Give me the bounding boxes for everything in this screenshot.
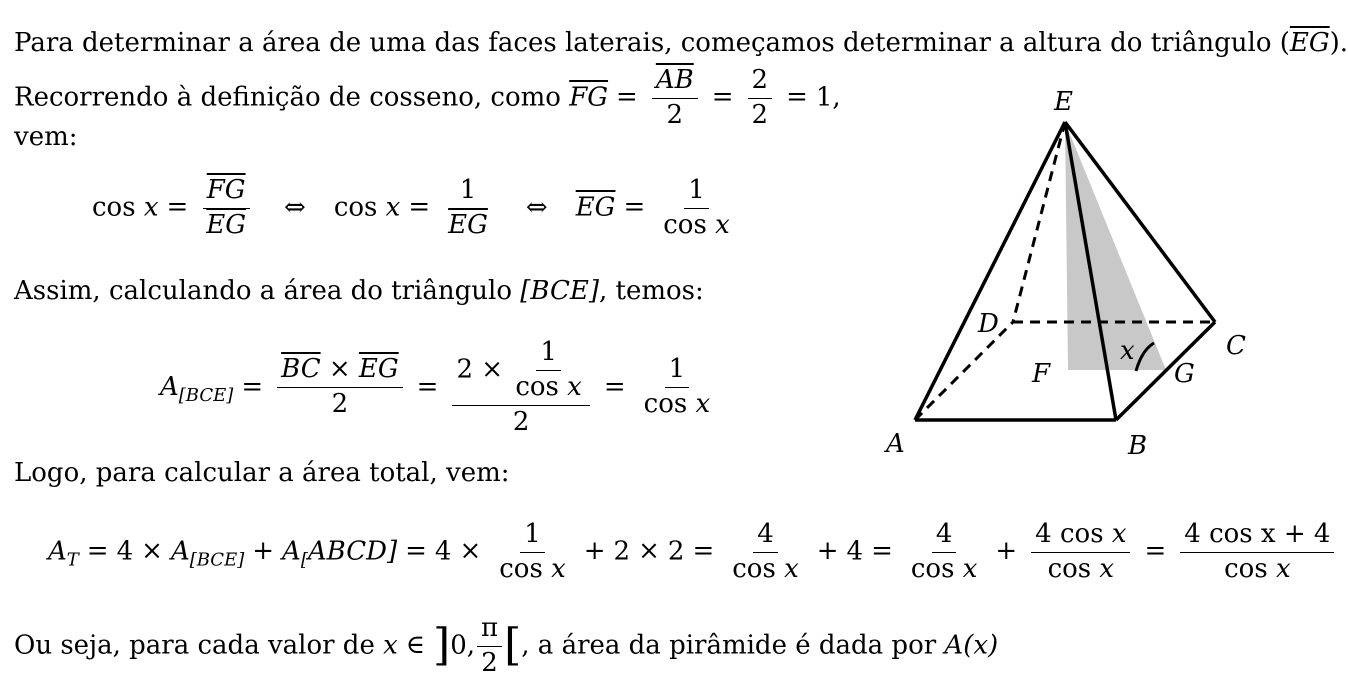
var-x: x — [1275, 553, 1291, 584]
text-line-5 — [14, 614, 998, 679]
comma: , — [832, 82, 841, 113]
denominator-eg: EG — [448, 209, 488, 240]
pyramid-figure — [870, 80, 1270, 470]
cos-label: cos — [910, 553, 955, 584]
numerator-1: 1 — [665, 355, 690, 388]
equals-sign: = — [408, 192, 431, 223]
equals-sign: = — [166, 192, 189, 223]
equals-sign: = — [786, 82, 808, 113]
cosine-text: Recorrendo à definição de cosseno, como — [14, 82, 570, 113]
fraction-2-over-2 — [748, 66, 773, 131]
value-2: 2 — [667, 536, 685, 567]
numerator-pi: π — [477, 614, 502, 647]
fraction-4-over-cosx — [907, 520, 982, 585]
numerator-1: 1 — [520, 520, 545, 553]
numerator-2: 2 — [748, 66, 773, 99]
value-4: 4 — [846, 536, 864, 567]
equation-cosine — [92, 176, 740, 241]
times-sign: × — [141, 536, 163, 567]
denominator-2: 2 — [751, 99, 769, 130]
times-sign: × — [459, 536, 482, 567]
fraction-4-over-cosx — [728, 520, 803, 585]
cos-label: cos — [643, 389, 688, 420]
var-x: x — [1099, 553, 1115, 584]
numerator-1: 1 — [684, 176, 709, 209]
times-sign: × — [481, 354, 504, 385]
segment-fg: $\overline{FG}$ — [569, 82, 609, 113]
value-2: 2 — [456, 354, 474, 385]
fraction-bc-eg-over-2 — [277, 355, 403, 420]
domain-text: Ou seja, para cada valor de — [14, 630, 384, 661]
fraction-1-over-cosx — [659, 176, 734, 241]
var-x: x — [715, 209, 730, 240]
numerator-4cos: 4 cos — [1035, 519, 1104, 549]
cos-label: cos — [1047, 553, 1092, 584]
label-c: C — [1226, 331, 1246, 361]
fraction-1-over-eg — [444, 176, 492, 241]
numerator-ab: $\overline{AB}$ — [652, 66, 698, 99]
fraction-4cosx-over-cosx — [1031, 520, 1130, 585]
equals-sign: = — [871, 536, 893, 567]
equals-sign: = — [623, 192, 646, 223]
fraction-1-over-cosx — [640, 355, 715, 420]
text-end: , temos: — [599, 276, 704, 306]
triangle-bce: [BCE] — [520, 276, 599, 306]
label-d: D — [978, 309, 999, 339]
plus-sign: + — [995, 536, 1018, 567]
equals-sign: = — [711, 82, 734, 113]
cos-label: cos — [499, 553, 543, 584]
var-x: x — [1111, 519, 1127, 549]
pyramid-area-text: , a área da pirâmide é dada por — [521, 630, 945, 661]
times-sign: × — [638, 536, 660, 567]
segment-bc: $\overline{BC}$ — [281, 354, 321, 385]
numerator-4: 4 — [753, 520, 778, 553]
cos-label: cos — [732, 553, 776, 584]
text-line-2 — [14, 66, 841, 131]
equals-sign: = — [603, 371, 626, 402]
denominator-eg: EG — [206, 209, 247, 240]
edge-ed-hidden — [1013, 122, 1065, 322]
value-one: 1 — [815, 82, 833, 113]
var-x: x — [143, 192, 159, 223]
area-text: Assim, calculando a área do triângulo — [14, 276, 521, 306]
value-4: 4 — [116, 536, 134, 567]
denominator-2: 2 — [331, 389, 349, 420]
label-g: G — [1174, 359, 1195, 389]
interval-zero: 0, — [450, 630, 476, 661]
label-b: B — [1128, 431, 1148, 461]
numerator-1: 1 — [456, 176, 481, 209]
var-x: x — [962, 553, 978, 584]
area-symbol: A — [170, 536, 190, 567]
function-a-of-x: A(x) — [944, 630, 999, 661]
subscript-bracket: [ — [300, 549, 308, 571]
denominator-2: 2 — [512, 406, 530, 437]
cos-label: cos — [1224, 553, 1268, 584]
cos-label: cos — [333, 192, 378, 223]
fraction-ab-over-2 — [652, 66, 698, 131]
segment-eg: $\overline{EG}$ — [1289, 28, 1330, 58]
denominator-2: 2 — [666, 99, 684, 130]
label-e: E — [1054, 87, 1073, 117]
equals-sign: = — [86, 536, 109, 567]
shaded-triangle-efg — [1065, 122, 1166, 370]
cos-label: cos — [663, 209, 707, 240]
fraction-fg-over-eg — [202, 176, 250, 241]
segment-eg: $\overline{EG}$ — [575, 192, 616, 223]
equals-sign: = — [1144, 536, 1167, 567]
label-a: A — [886, 429, 905, 459]
square-abcd: ABCD] — [307, 536, 398, 567]
area-symbol: A — [160, 371, 179, 402]
var-x: x — [551, 553, 566, 584]
numerator-4cosx-plus-4: 4 cos x + 4 — [1180, 520, 1334, 553]
equals-sign: = — [241, 371, 264, 402]
equation-total-area — [48, 520, 1340, 585]
cos-label: cos — [515, 371, 559, 402]
iff-symbol: ⇔ — [525, 192, 548, 223]
label-f: F — [1032, 359, 1051, 389]
iff-symbol: ⇔ — [284, 192, 306, 223]
segment-eg: $\overline{EG}$ — [358, 354, 399, 385]
subscript-bce: [BCE] — [189, 549, 245, 571]
numerator-4: 4 — [932, 520, 957, 553]
fraction-final — [1180, 520, 1334, 585]
plus-sign: + — [583, 536, 606, 567]
subscript-t: T — [66, 549, 79, 571]
equals-sign: = — [405, 536, 427, 567]
area-symbol: A — [282, 536, 301, 567]
equals-sign: = — [692, 536, 715, 567]
fraction-pi-over-2 — [477, 614, 502, 679]
area-symbol: A — [48, 536, 67, 567]
intro-text: Para determinar a área de uma das faces laterais, começamos determinar a altura do triângulo ( — [14, 28, 1290, 58]
equals-sign: = — [616, 82, 638, 113]
text-vem: vem: — [14, 122, 78, 152]
fraction-1-over-cosx — [511, 338, 586, 403]
var-x: x — [385, 192, 401, 223]
var-x: x — [784, 553, 799, 584]
value-4: 4 — [434, 536, 452, 567]
text-line-4: Logo, para calcular a área total, vem: — [14, 458, 510, 488]
numerator-1: 1 — [536, 338, 561, 371]
equation-area-bce — [160, 338, 720, 438]
var-x: x — [567, 371, 582, 402]
text-line-3 — [14, 276, 704, 306]
label-x: x — [1120, 336, 1135, 366]
interval-open-bracket: ] — [433, 619, 451, 671]
plus-sign: + — [252, 536, 275, 567]
equals-sign: = — [416, 371, 439, 402]
cos-label: cos — [92, 192, 136, 223]
numerator-fg: $\overline{FG}$ — [203, 176, 250, 209]
value-2: 2 — [613, 536, 631, 567]
times-sign: × — [328, 354, 351, 385]
subscript-bce: [BCE] — [178, 384, 234, 406]
fraction-1-over-cosx — [495, 520, 570, 585]
var-x: x — [695, 389, 711, 420]
interval-close-bracket: [ — [504, 619, 522, 671]
text-line-1 — [14, 28, 1348, 58]
denominator-2: 2 — [481, 647, 498, 678]
text-end: ). — [1329, 28, 1348, 58]
fraction-compound — [452, 338, 589, 438]
var-x: x — [383, 630, 398, 661]
plus-sign: + — [816, 536, 839, 567]
element-of-sign: ∈ — [405, 630, 426, 661]
